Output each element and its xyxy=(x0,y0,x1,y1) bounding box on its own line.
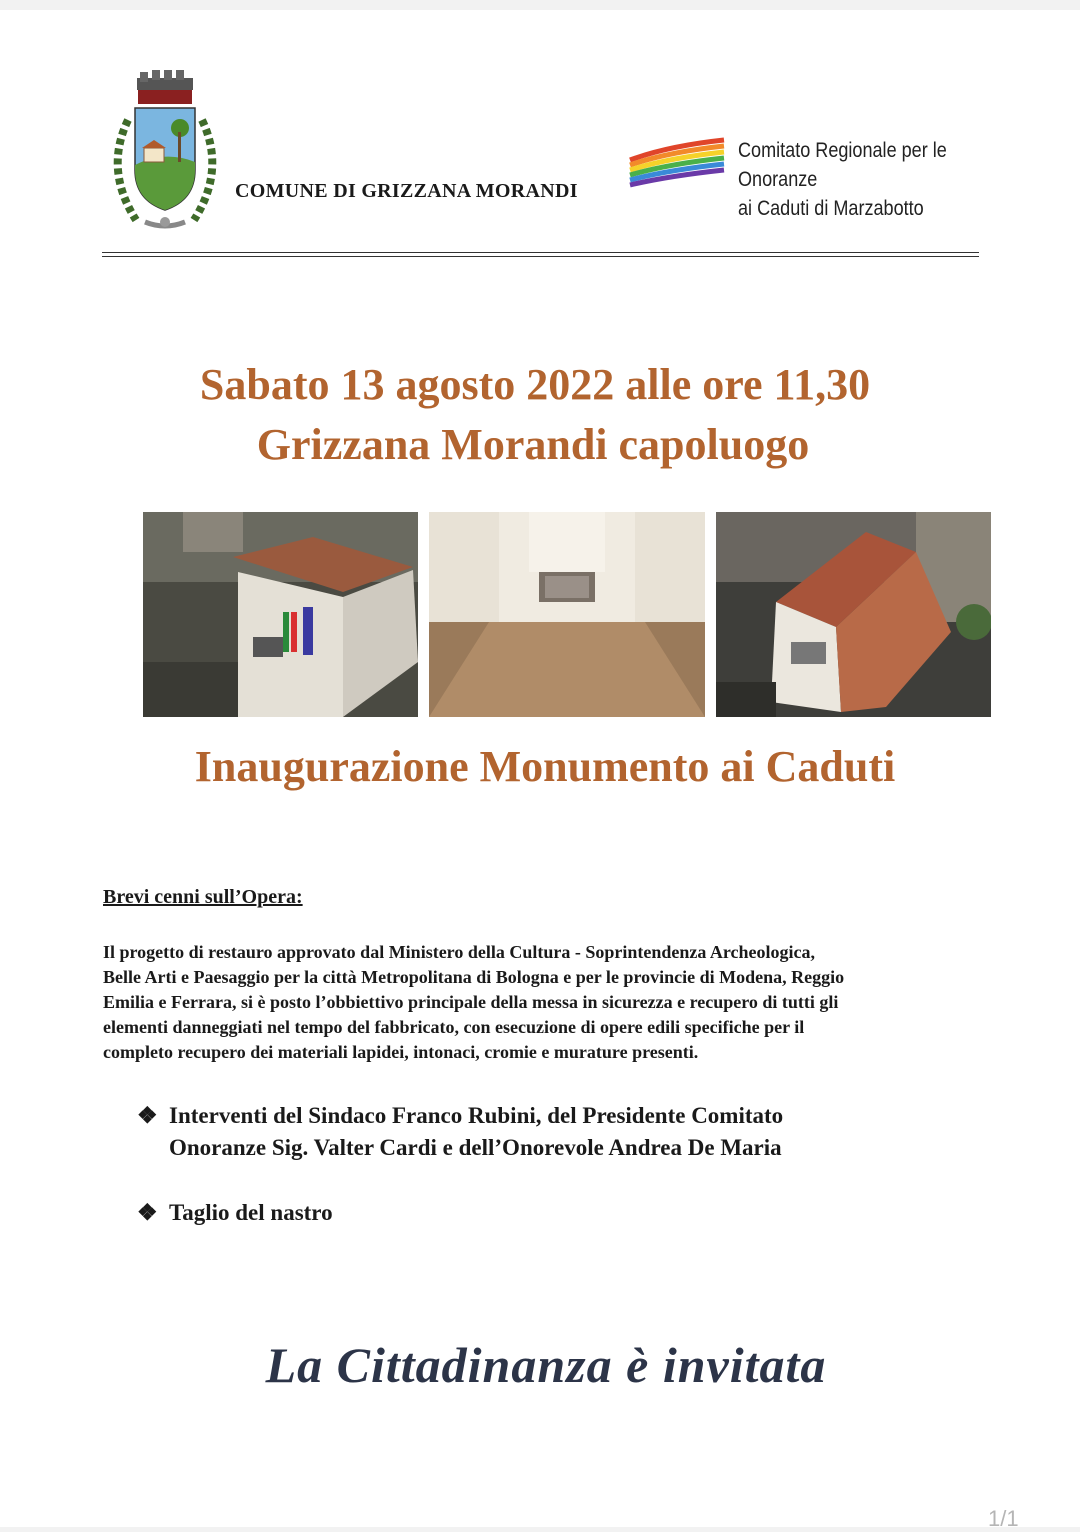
description-line: elementi danneggiati nel tempo del fabbricato, con esecuzione di opere edili specifiche per il xyxy=(103,1017,805,1037)
comitato-name-line2: ai Caduti di Marzabotto xyxy=(738,197,924,220)
closing-invitation: La Cittadinanza è invitata xyxy=(265,1337,827,1393)
description-line: Belle Arti e Paesaggio per la città Metropolitana di Bologna e per le provincie di Modena, Reggio xyxy=(103,967,845,987)
monument-aerial-photo xyxy=(716,512,991,717)
event-date-time: Sabato 13 agosto 2022 alle ore 11,30 xyxy=(199,360,871,409)
description-line: Il progetto di restauro approvato dal Ministero della Cultura - Soprintendenza Archeologica, xyxy=(103,942,816,962)
project-description xyxy=(103,940,1003,1065)
municipal-crest-logo xyxy=(100,70,230,240)
description-line: completo recupero dei materiali lapidei, intonaci, cromie e murature presenti. xyxy=(103,1042,699,1062)
description-line: Emilia e Ferrara, si è posto l’obbiettivo principale della messa in sicurezza e recupero di tutti gli xyxy=(103,992,839,1012)
page-indicator: 1/1 xyxy=(988,1506,1019,1531)
monument-exterior-photo xyxy=(143,512,418,717)
bullet-item-speeches xyxy=(137,1100,937,1170)
header-divider-top xyxy=(102,252,979,253)
bullet-text-line: Interventi del Sindaco Franco Rubini, del Presidente Comitato xyxy=(169,1103,784,1128)
bullet-text-line: Taglio del nastro xyxy=(169,1200,333,1225)
event-place: Grizzana Morandi capoluogo xyxy=(256,420,810,469)
diamond-bullet-icon: ❖ xyxy=(137,1200,158,1225)
event-title: Inaugurazione Monumento ai Caduti xyxy=(194,742,896,791)
comitato-name-line1: Comitato Regionale per le Onoranze xyxy=(738,139,947,191)
monument-interior-photo xyxy=(429,512,705,717)
comune-name: COMUNE DI GRIZZANA MORANDI xyxy=(235,180,578,202)
header-divider-bottom xyxy=(102,256,979,257)
document-page xyxy=(0,10,1080,1531)
bullet-text-line: Onoranze Sig. Valter Cardi e dell’Onorevole Andrea De Maria xyxy=(169,1135,782,1160)
comitato-rainbow-logo xyxy=(628,136,728,188)
diamond-bullet-icon: ❖ xyxy=(137,1103,158,1128)
comitato-name xyxy=(738,136,987,223)
bullet-item-ribbon-cutting xyxy=(137,1197,537,1231)
section-heading: Brevi cenni sull’Opera: xyxy=(103,886,303,908)
